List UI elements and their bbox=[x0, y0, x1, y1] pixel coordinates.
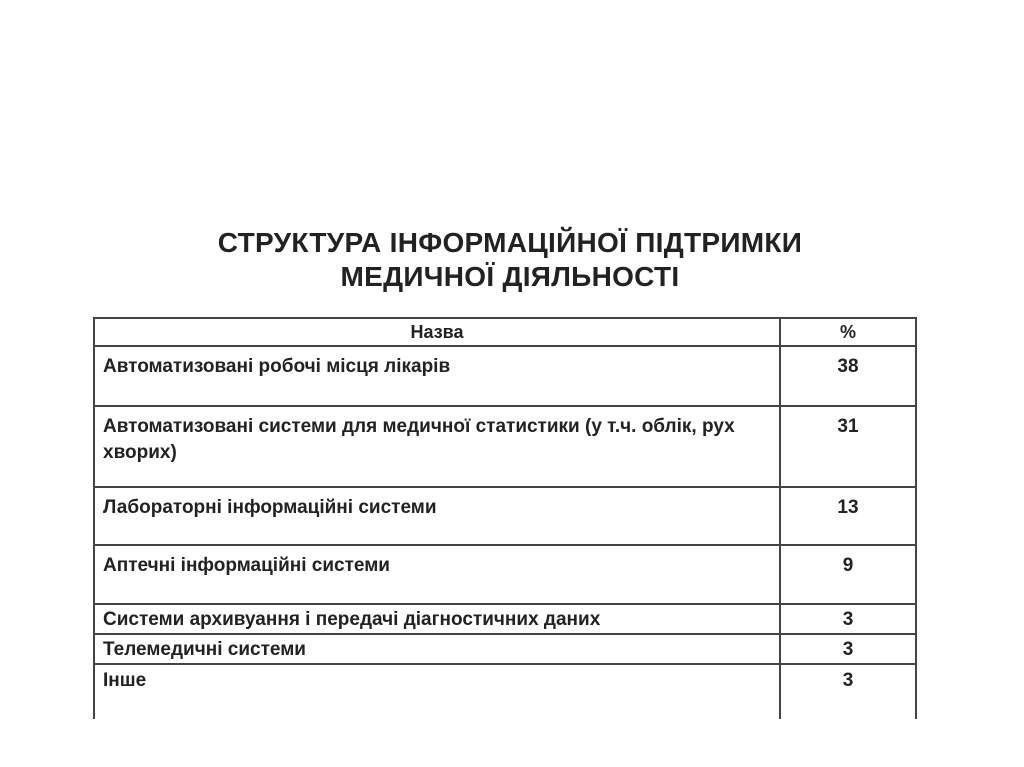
info-support-table-container bbox=[93, 317, 915, 718]
slide-title bbox=[110, 226, 910, 294]
table-row bbox=[94, 346, 916, 406]
row-name: Автоматизовані робочі місця лікарів bbox=[94, 346, 780, 406]
row-percent: 31 bbox=[780, 406, 916, 487]
row-name: Інше bbox=[94, 664, 780, 719]
row-name: Системи архивуання і передачі діагностичних даних bbox=[94, 604, 780, 634]
row-percent: 9 bbox=[780, 545, 916, 604]
table-row bbox=[94, 664, 916, 719]
table-row bbox=[94, 634, 916, 664]
column-header-percent: % bbox=[780, 318, 916, 346]
row-name: Аптечні інформаційні системи bbox=[94, 545, 780, 604]
row-name: Телемедичні системи bbox=[94, 634, 780, 664]
title-line-1: СТРУКТУРА ІНФОРМАЦІЙНОЇ ПІДТРИМКИ bbox=[217, 227, 803, 258]
row-percent: 3 bbox=[780, 604, 916, 634]
table-header-row bbox=[94, 318, 916, 346]
table-row bbox=[94, 487, 916, 545]
table-row bbox=[94, 406, 916, 487]
row-name: Лабораторні інформаційні системи bbox=[94, 487, 780, 545]
info-support-table bbox=[93, 317, 917, 719]
column-header-name: Назва bbox=[94, 318, 780, 346]
row-percent: 13 bbox=[780, 487, 916, 545]
row-name: Автоматизовані системи для медичної статистики (у т.ч. облік, рух хворих) bbox=[94, 406, 780, 487]
title-line-2: МЕДИЧНОЇ ДІЯЛЬНОСТІ bbox=[340, 261, 680, 292]
row-percent: 3 bbox=[780, 664, 916, 719]
row-percent: 38 bbox=[780, 346, 916, 406]
table-row bbox=[94, 604, 916, 634]
table-row bbox=[94, 545, 916, 604]
row-percent: 3 bbox=[780, 634, 916, 664]
